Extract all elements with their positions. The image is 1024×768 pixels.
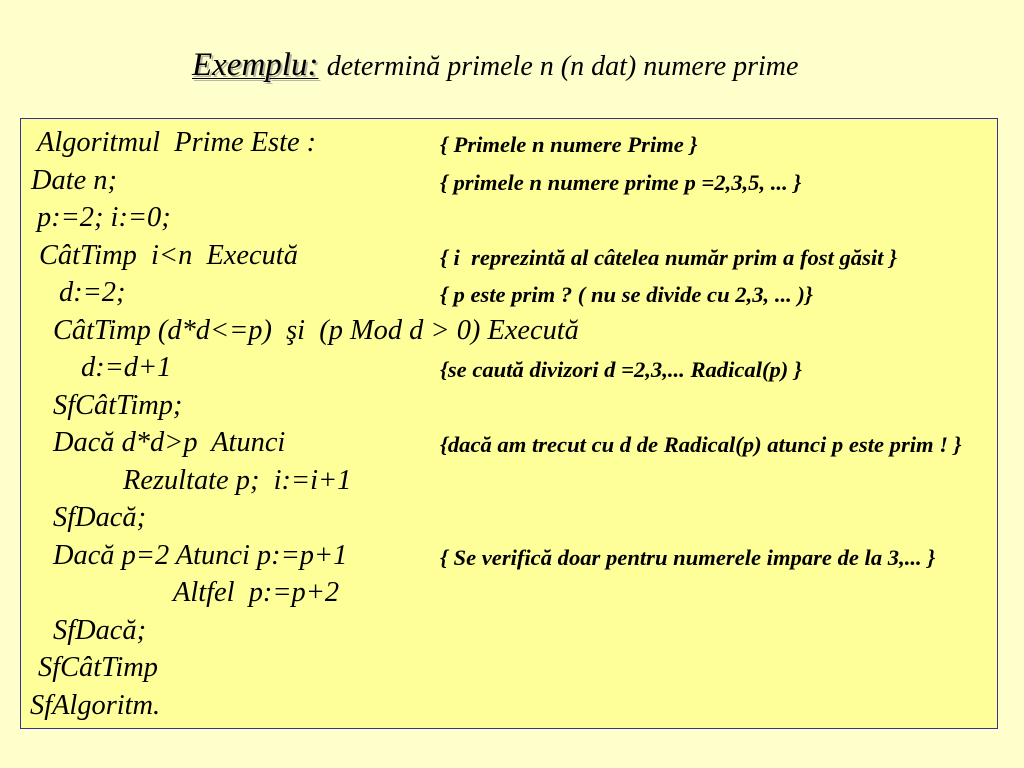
title-label: Exemplu: (192, 47, 319, 83)
code-comment: {dacă am trecut cu d de Radical(p) atunci p este prim ! } (440, 432, 962, 457)
code-text: d:=2; (59, 277, 126, 308)
code-line (21, 199, 997, 237)
code-text: SfCâtTimp (38, 652, 158, 683)
code-line (21, 237, 997, 275)
code-text: CâtTimp (d*d<=p) şi (p Mod d > 0) Execută (53, 314, 579, 346)
code-text: SfCâtTimp; (53, 389, 183, 421)
code-comment: {se caută divizori d =2,3,... Radical(p) } (440, 357, 802, 382)
code-comment: { primele n numere prime p =2,3,5, ... } (440, 169, 802, 195)
code-text: Algoritmul Prime Este : (37, 127, 317, 158)
code-text: SfDacă; (53, 502, 147, 533)
code-line (21, 574, 997, 612)
code-comment: { Se verifică doar pentru numerele impare de la 3,... } (440, 544, 936, 570)
code-comment: { i reprezintă al câtelea număr prim a fost găsit } (440, 244, 897, 270)
code-text: SfDacă; (53, 614, 147, 646)
code-line (21, 612, 997, 650)
code-comment: { p este prim ? ( nu se divide cu 2,3, ... )} (440, 282, 813, 307)
code-line (21, 424, 997, 462)
code-text: Dacă p=2 Atunci p:=p+1 (53, 539, 348, 571)
code-line (21, 349, 997, 387)
code-line (21, 162, 997, 200)
code-text: SfAlgoritm. (30, 689, 161, 721)
code-text: Dacă d*d>p Atunci (53, 427, 286, 458)
code-comment: { Primele n numere Prime } (440, 132, 698, 157)
code-text: Rezultate p; i:=i+1 (123, 464, 352, 496)
code-line (21, 387, 997, 425)
code-text: p:=2; i:=0; (37, 202, 171, 233)
code-line (21, 537, 997, 575)
slide-title (192, 45, 798, 87)
code-text: CâtTimp i<n Execută (39, 239, 298, 271)
code-text: Altfel p:=p+2 (173, 577, 340, 608)
code-text: d:=d+1 (81, 352, 172, 383)
title-text: determină primele n (n dat) numere prime (326, 51, 799, 82)
algorithm-box (20, 118, 998, 729)
code-line (21, 124, 997, 162)
code-line (21, 274, 997, 312)
code-line (21, 312, 997, 350)
code-line (21, 649, 997, 687)
code-text: Date n; (31, 164, 117, 196)
code-line (21, 687, 997, 725)
code-line (21, 462, 997, 500)
code-line (21, 499, 997, 537)
